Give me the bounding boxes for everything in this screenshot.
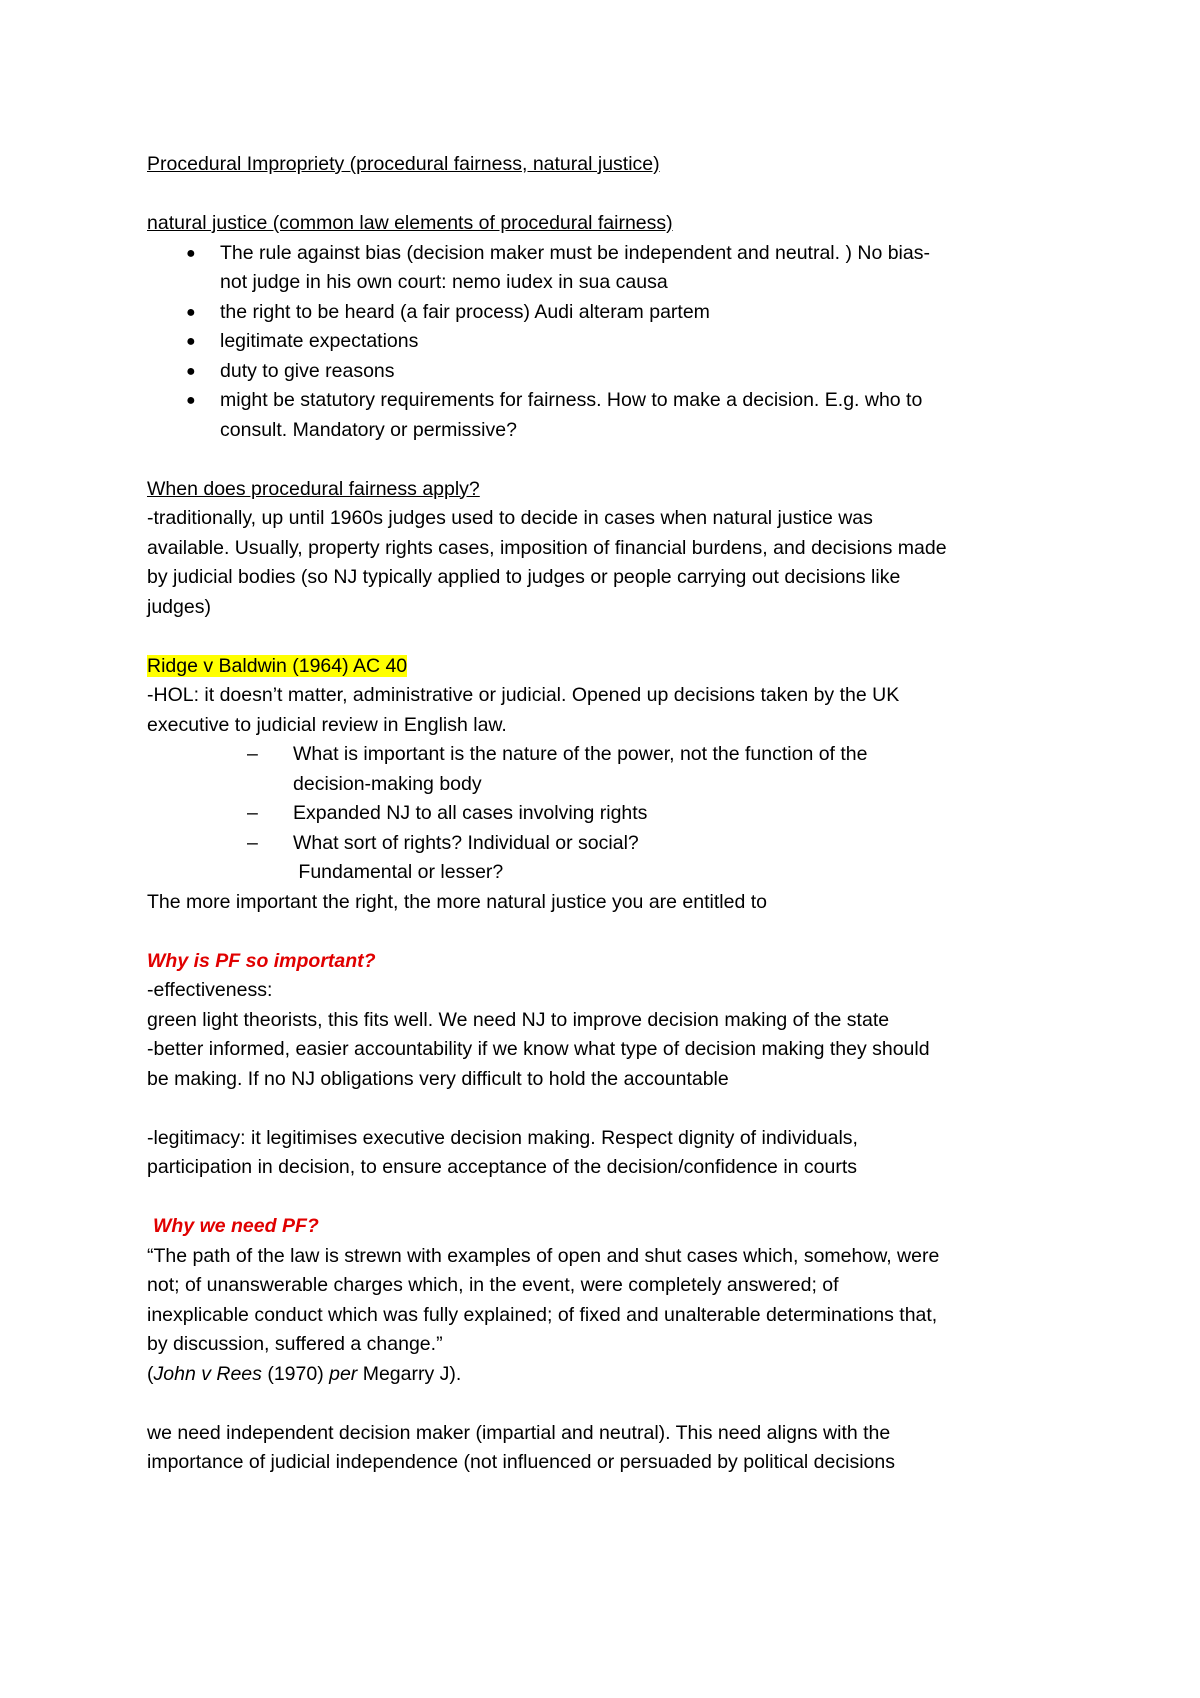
citation: (John v Rees (1970) per Megarry J). [147, 1362, 462, 1385]
bullet-icon: ● [186, 303, 196, 321]
dash-icon: – [247, 802, 258, 824]
list-item: ● might be statutory requirements for fairness. How to make a decision. E.g. who to consult. Mandatory or permissive? [147, 386, 1067, 445]
paragraph-line: available. Usually, property rights cases, imposition of financial burdens, and decisions made [147, 536, 947, 559]
paragraph-line: -better informed, easier accountability if we know what type of decision making they should [147, 1038, 930, 1060]
why-important-heading: Why is PF so important? [147, 949, 376, 972]
paragraph-line: be making. If no NJ obligations very difficult to hold the accountable [147, 1067, 729, 1090]
list-item: – What sort of rights? Individual or social? Fundamental or lesser? [147, 829, 1067, 888]
bullet-icon: ● [186, 333, 196, 350]
paragraph-line: participation in decision, to ensure acceptance of the decision/confidence in courts [147, 1156, 858, 1178]
paragraph-line: by judicial bodies (so NJ typically applied to judges or people carrying out decisions like [147, 566, 901, 588]
list-item: ● legitimate expectations [147, 327, 1067, 357]
paragraph-line: executive to judicial review in English law. [147, 713, 507, 736]
quote-line: inexplicable conduct which was fully explained; of fixed and unalterable determinations that, [147, 1303, 938, 1326]
document-title: Procedural Impropriety (procedural fairness, natural justice) [147, 153, 660, 175]
paragraph-line: we need independent decision maker (impartial and neutral). This need aligns with the [147, 1421, 891, 1444]
why-need-heading: Why we need PF? [153, 1215, 319, 1237]
list-item: – Expanded NJ to all cases involving rights [147, 799, 1067, 829]
when-applies-heading: When does procedural fairness apply? [147, 477, 480, 500]
list-item: ● The rule against bias (decision maker must be independent and neutral. ) No bias- not judge in his own court: nemo iudex in sua causa [147, 239, 1067, 298]
paragraph-line: -HOL: it doesn’t matter, administrative or judicial. Opened up decisions taken by the UK [147, 684, 900, 706]
ridge-conclusion: The more important the right, the more natural justice you are entitled to [147, 890, 767, 913]
ridge-dash-list [147, 740, 1067, 888]
paragraph-line: green light theorists, this fits well. We need NJ to improve decision making of the state [147, 1008, 890, 1031]
bullet-icon: ● [186, 244, 196, 262]
paragraph-line: -legitimacy: it legitimises executive decision making. Respect dignity of individuals, [147, 1126, 858, 1149]
ridge-case-highlight: Ridge v Baldwin (1964) AC 40 [147, 654, 408, 677]
paragraph-line: -effectiveness: [147, 979, 273, 1001]
list-item: – What is important is the nature of the power, not the function of the decision-making body [147, 740, 1067, 799]
quote-line: “The path of the law is strewn with examples of open and shut cases which, somehow, were [147, 1244, 940, 1267]
list-item: ● duty to give reasons [147, 357, 1067, 387]
paragraph-line: -traditionally, up until 1960s judges used to decide in cases when natural justice was [147, 507, 873, 529]
citation-case: John v Rees [153, 1362, 262, 1385]
document-body [147, 150, 1067, 1478]
paragraph-line: importance of judicial independence (not influenced or persuaded by political decisions [147, 1451, 895, 1473]
bullet-icon: ● [186, 362, 196, 380]
dash-icon: – [247, 743, 258, 765]
paragraph-line: judges) [147, 595, 211, 618]
quote-line: by discussion, suffered a change.” [147, 1333, 443, 1355]
dash-icon: – [247, 831, 258, 854]
quote-line: not; of unanswerable charges which, in the event, were completely answered; of [147, 1274, 839, 1296]
list-item: ● the right to be heard (a fair process) Audi alteram partem [147, 298, 1067, 328]
citation-per: per [329, 1362, 358, 1385]
natural-justice-list [147, 239, 1067, 446]
natural-justice-heading: natural justice (common law elements of procedural fairness) [147, 212, 673, 234]
bullet-icon: ● [186, 392, 196, 409]
